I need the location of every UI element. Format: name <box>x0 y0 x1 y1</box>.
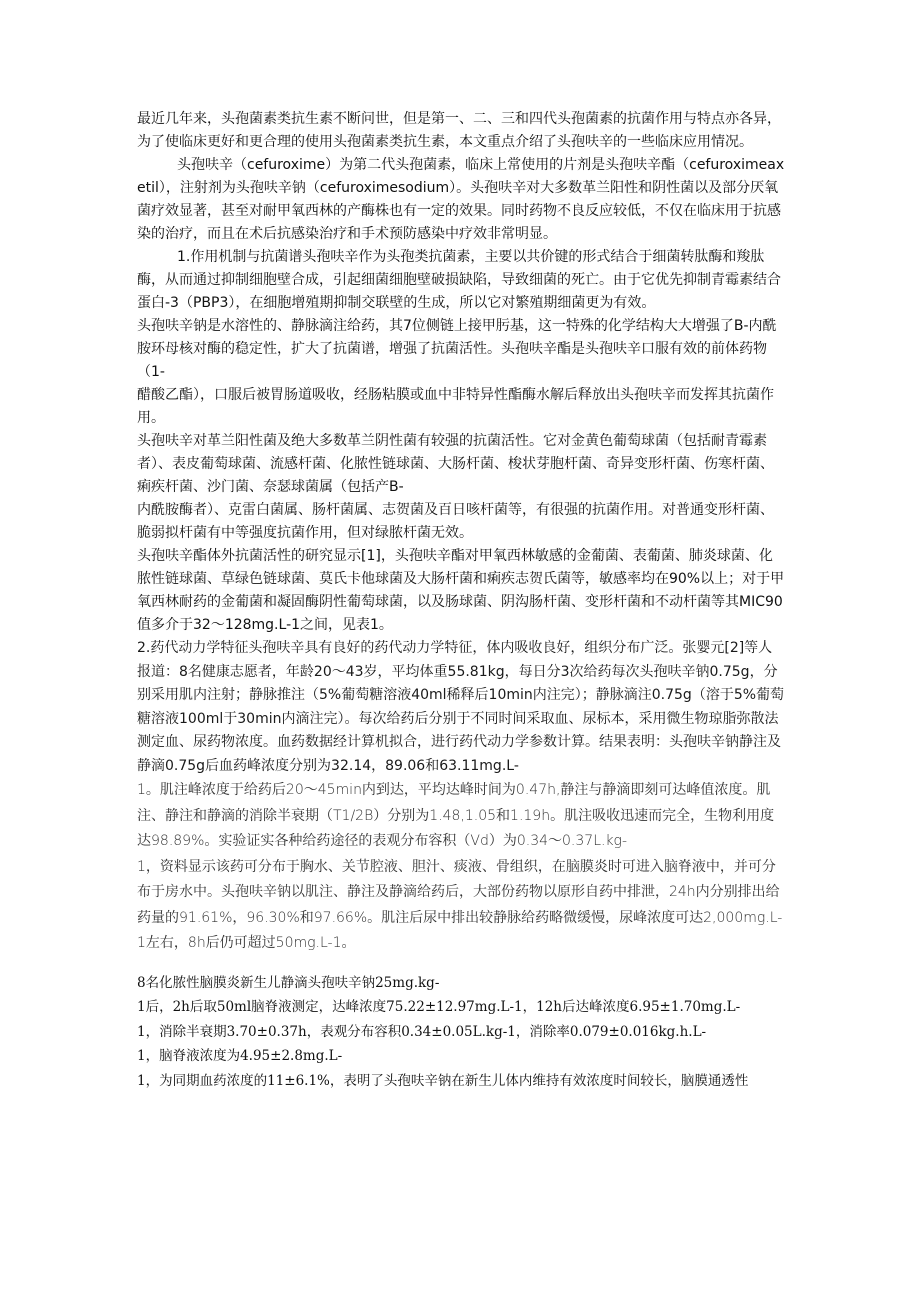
mechanism-paragraph: 1.作用机制与抗菌谱头孢呋辛作为头孢类抗菌素，主要以共价键的形式结合于细菌转肽酶和羧肽酶，从而通过抑制细胞壁合成，引起细菌细胞壁破损缺陷，导致细菌的死亡。由于它优先抑制青霉素结合蛋白-3（PBP3），在细胞增殖期抑制交联壁的生成，所以它对繁殖期细菌更为有效。 <box>137 249 781 311</box>
intro-paragraph: 最近几年来，头孢菌素类抗生素不断问世，但是第一、二、三和四代头孢菌素的抗菌作用与特点亦各异，为了使临床更好和更合理的使用头孢菌素类抗生素，本文重点介绍了头孢呋辛的一些临床应用情况。 <box>137 111 781 150</box>
distribution-paragraph: 1，资料显示该药可分布于胸水、关节腔液、胆汁、痰液、骨组织，在脑膜炎时可进入脑脊液中，并可分布于房水中。头孢呋辛钠以肌注、静注及静滴给药后，大部份药物以原形自药中排泄，24h内分别排出给药量的91.61%，96.30%和97.66%。肌注后尿中排出较静脉给药略微缓慢，尿峰浓度可达2,000mg.L-1左右，8h后仍可超过50mg.L-1。 <box>137 858 783 951</box>
neonatal-line-1: 8名化脓性脑膜炎新生儿静滴头孢呋辛钠25mg.kg- <box>137 974 440 991</box>
absorption-paragraph: 1。肌注峰浓度于给药后20～45min内到达，平均达峰时间为0.47h,静注与静滴即刻可达峰值浓度。肌注、静注和静滴的消除半衰期（T1/2B）分别为1.48,1.05和1.19h。肌注吸收迅速而完全，生物利用度达98.89%。实验证实各种给药途径的表观分布容积（Vd）为0.34～0.37L.kg- <box>137 782 775 849</box>
spectrum-continued-paragraph: 内酰胺酶者）、克雷白菌属、肠杆菌属、志贺菌及百日咳杆菌等，有很强的抗菌作用。对普通变形杆菌、脆弱拟杆菌有中等强度抗菌作用，但对绿脓杆菌无效。 <box>137 502 774 541</box>
neonatal-line-4: 1，脑脊液浓度为4.95±2.8mg.L- <box>137 1048 343 1064</box>
cefuroxime-overview-paragraph: 头孢呋辛（cefuroxime）为第二代头孢菌素，临床上常使用的片剂是头孢呋辛酯（cefuroximeaxetil），注射剂为头孢呋辛钠（cefuroximesodium）。头孢呋辛对大多数革兰阳性和阴性菌以及部分厌氧菌疗效显著，甚至对耐甲氧西林的产酶株也有一定的效果。同时药物不良反应较低，不仅在临床用于抗感染的治疗，而且在术后抗感染治疗和手术预防感染中疗效非常明显。 <box>137 157 785 242</box>
ester-paragraph: 醋酸乙酯），口服后被胃肠道吸收，经肠粘膜或血中非特异性酯酶水解后释放出头孢呋辛而发挥其抗菌作用。 <box>137 387 774 426</box>
document-body <box>137 108 785 1093</box>
pharmacokinetics-paragraph: 2.药代动力学特征头孢呋辛具有良好的药代动力学特征，体内吸收良好，组织分布广泛。张婴元[2]等人报道：8名健康志愿者，年龄20～43岁，平均体重55.81kg，每日分3次给药每次头孢呋辛钠0.75g，分别采用肌内注射；静脉推注（5%葡萄糖溶液40ml稀释后10min内注完）；静脉滴注0.75g（溶于5%葡萄糖溶液100ml于30min内滴注完）。每次给药后分别于不同时间采取血、尿标本，采用微生物琼脂弥散法测定血、尿药物浓度。血药数据经计算机拟合，进行药代动力学参数计算。结果表明：头孢呋辛钠静注及静滴0.75g后血药峰浓度分别为32.14，89.06和63.11mg.L- <box>137 640 785 774</box>
neonatal-line-2: 1后，2h后取50ml脑脊液测定，达峰浓度75.22±12.97mg.L-1，12h后达峰浓度6.95±1.70mg.L- <box>137 999 741 1015</box>
in-vitro-activity-paragraph: 头孢呋辛酯体外抗菌活性的研究显示[1]，头孢呋辛酯对甲氧西林敏感的金葡菌、表葡菌、肺炎球菌、化脓性链球菌、草绿色链球菌、莫氏卡他球菌及大肠杆菌和痢疾志贺氏菌等，敏感率均在90%以上；对于甲氧西林耐药的金葡菌和凝固酶阴性葡萄球菌，以及肠球菌、阴沟肠杆菌、变形杆菌和不动杆菌等其MIC90值多介于32～128mg.L-1之间，见表1。 <box>137 548 785 633</box>
sodium-salt-paragraph: 头孢呋辛钠是水溶性的、静脉滴注给药，其7位侧链上接甲肟基，这一特殊的化学结构大大增强了B-内酰胺环母核对酶的稳定性，扩大了抗菌谱，增强了抗菌活性。头孢呋辛酯是头孢呋辛口服有效的前体药物（1- <box>137 318 777 380</box>
spectrum-paragraph: 头孢呋辛对革兰阳性菌及绝大多数革兰阴性菌有较强的抗菌活性。它对金黄色葡萄球菌（包括耐青霉素者）、表皮葡萄球菌、流感杆菌、化脓性链球菌、大肠杆菌、梭状芽胞杆菌、奇异变形杆菌、伤寒杆菌、痢疾杆菌、沙门菌、奈瑟球菌属（包括产B- <box>137 433 774 495</box>
neonatal-line-5: 1，为同期血药浓度的11±6.1%，表明了头孢呋辛钠在新生儿体内维持有效浓度时间较长，脑膜通透性 <box>137 1072 749 1089</box>
neonatal-line-3: 1，消除半衰期3.70±0.37h，表观分布容积0.34±0.05L.kg-1，消除率0.079±0.016kg.h.L- <box>137 1023 707 1040</box>
neonatal-study-block <box>137 971 785 1094</box>
